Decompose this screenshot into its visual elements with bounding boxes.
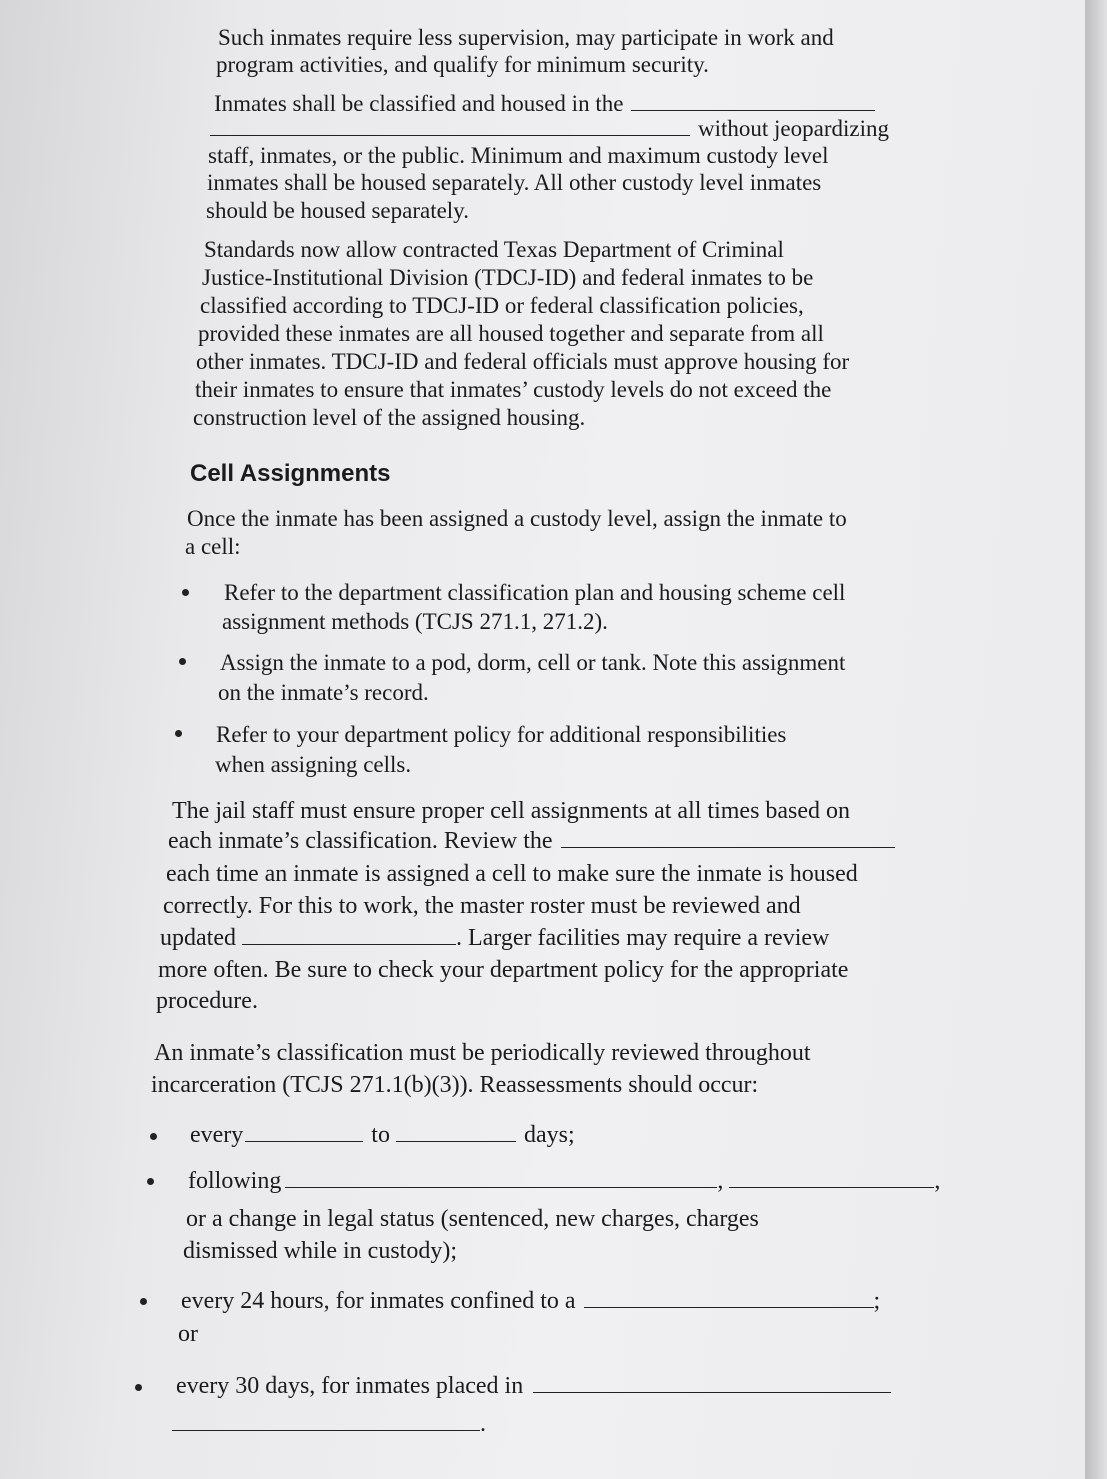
housing-line-5: should be housed separately.: [206, 198, 469, 223]
housing-line-4: inmates shall be housed separately. All other custody level inmates: [207, 170, 822, 195]
section-heading-cell-assignments: Cell Assignments: [190, 460, 391, 487]
cell-bullet-3-line-2: when assigning cells.: [215, 752, 412, 777]
standards-line-5: other inmates. TDCJ-ID and federal officials must approve housing for: [196, 349, 850, 374]
standards-line-2: Justice-Institutional Division (TDCJ-ID) and federal inmates to be: [202, 265, 814, 290]
cell-intro-line-1: Once the inmate has been assigned a custody level, assign the inmate to: [187, 506, 847, 531]
jail-staff-line-7: procedure.: [156, 988, 258, 1014]
placed-in-blank-2[interactable]: [172, 1410, 480, 1431]
jail-staff-line-6: more often. Be sure to check your department policy for the appropriate: [158, 957, 849, 983]
standards-line-6: their inmates to ensure that inmates’ custody levels do not exceed the: [195, 377, 832, 402]
housing-blank-2[interactable]: [210, 115, 690, 136]
reassess-bullet-following-line-3: dismissed while in custody);: [183, 1238, 457, 1264]
reassessment-line-2: incarceration (TCJS 271.1(b)(3)). Reassessments should occur:: [151, 1072, 759, 1098]
page-edge: [1085, 0, 1107, 1479]
standards-line-1: Standards now allow contracted Texas Department of Criminal: [204, 237, 784, 262]
intro-line-2: program activities, and qualify for minimum security.: [216, 52, 709, 77]
cell-bullet-2-line-2: on the inmate’s record.: [218, 680, 429, 705]
placed-in-blank-1[interactable]: [533, 1372, 891, 1393]
bullet-marker-4: [150, 1133, 157, 1140]
jail-staff-line-1: The jail staff must ensure proper cell assignments at all times based on: [172, 798, 851, 824]
jail-staff-line-4: correctly. For this to work, the master roster must be reviewed and: [163, 893, 801, 919]
confined-blank[interactable]: [584, 1287, 874, 1308]
reassess-bullet-24h: every 24 hours, for inmates confined to a ;: [181, 1288, 881, 1314]
bullet-marker-6: [140, 1298, 147, 1305]
reassess-bullet-every: every to days;: [190, 1122, 575, 1148]
intro-line-1: Such inmates require less supervision, may participate in work and: [218, 25, 834, 50]
reassess-bullet-following-line-2: or a change in legal status (sentenced, new charges, charges: [186, 1206, 759, 1232]
housing-line-2: without jeopardizing: [210, 114, 889, 143]
standards-line-4: provided these inmates are all housed together and separate from all: [198, 321, 824, 346]
housing-line-3: staff, inmates, or the public. Minimum and maximum custody level: [208, 143, 829, 168]
reassess-bullet-following: following , ,: [188, 1168, 941, 1194]
housing-blank-1[interactable]: [631, 90, 875, 111]
standards-line-3: classified according to TDCJ-ID or federal classification policies,: [200, 293, 804, 318]
reassessment-line-1: An inmate’s classification must be periodically reviewed throughout: [154, 1040, 811, 1066]
reassess-or: or: [178, 1321, 198, 1347]
bullet-marker-5: [147, 1178, 154, 1185]
standards-line-7: construction level of the assigned housing.: [193, 405, 586, 430]
jail-staff-line-3: each time an inmate is assigned a cell to make sure the inmate is housed: [166, 861, 858, 887]
following-blank-1[interactable]: [285, 1167, 717, 1188]
bullet-marker-1: [182, 589, 189, 596]
cell-intro-line-2: a cell:: [185, 534, 241, 559]
days-from-blank[interactable]: [245, 1121, 363, 1142]
following-blank-2[interactable]: [729, 1167, 934, 1188]
jail-staff-line-5: updated . Larger facilities may require a review: [160, 925, 830, 951]
days-to-blank[interactable]: [396, 1121, 516, 1142]
bullet-marker-7: [135, 1384, 142, 1391]
cell-bullet-1-line-1: Refer to the department classification plan and housing scheme cell: [224, 580, 846, 605]
update-frequency-blank[interactable]: [242, 924, 456, 945]
review-blank[interactable]: [561, 827, 895, 848]
cell-bullet-1-line-2: assignment methods (TCJS 271.1, 271.2).: [222, 609, 608, 634]
bullet-marker-3: [175, 730, 182, 737]
jail-staff-line-2: each inmate’s classification. Review the: [168, 827, 895, 856]
cell-bullet-2-line-1: Assign the inmate to a pod, dorm, cell or tank. Note this assignment: [220, 650, 846, 675]
housing-line-1: Inmates shall be classified and housed in the: [214, 89, 875, 118]
cell-bullet-3-line-1: Refer to your department policy for additional responsibilities: [216, 722, 787, 747]
bullet-marker-2: [179, 658, 186, 665]
reassess-bullet-30d: every 30 days, for inmates placed in: [176, 1372, 891, 1401]
reassess-bullet-30d-line-2: .: [172, 1410, 486, 1439]
